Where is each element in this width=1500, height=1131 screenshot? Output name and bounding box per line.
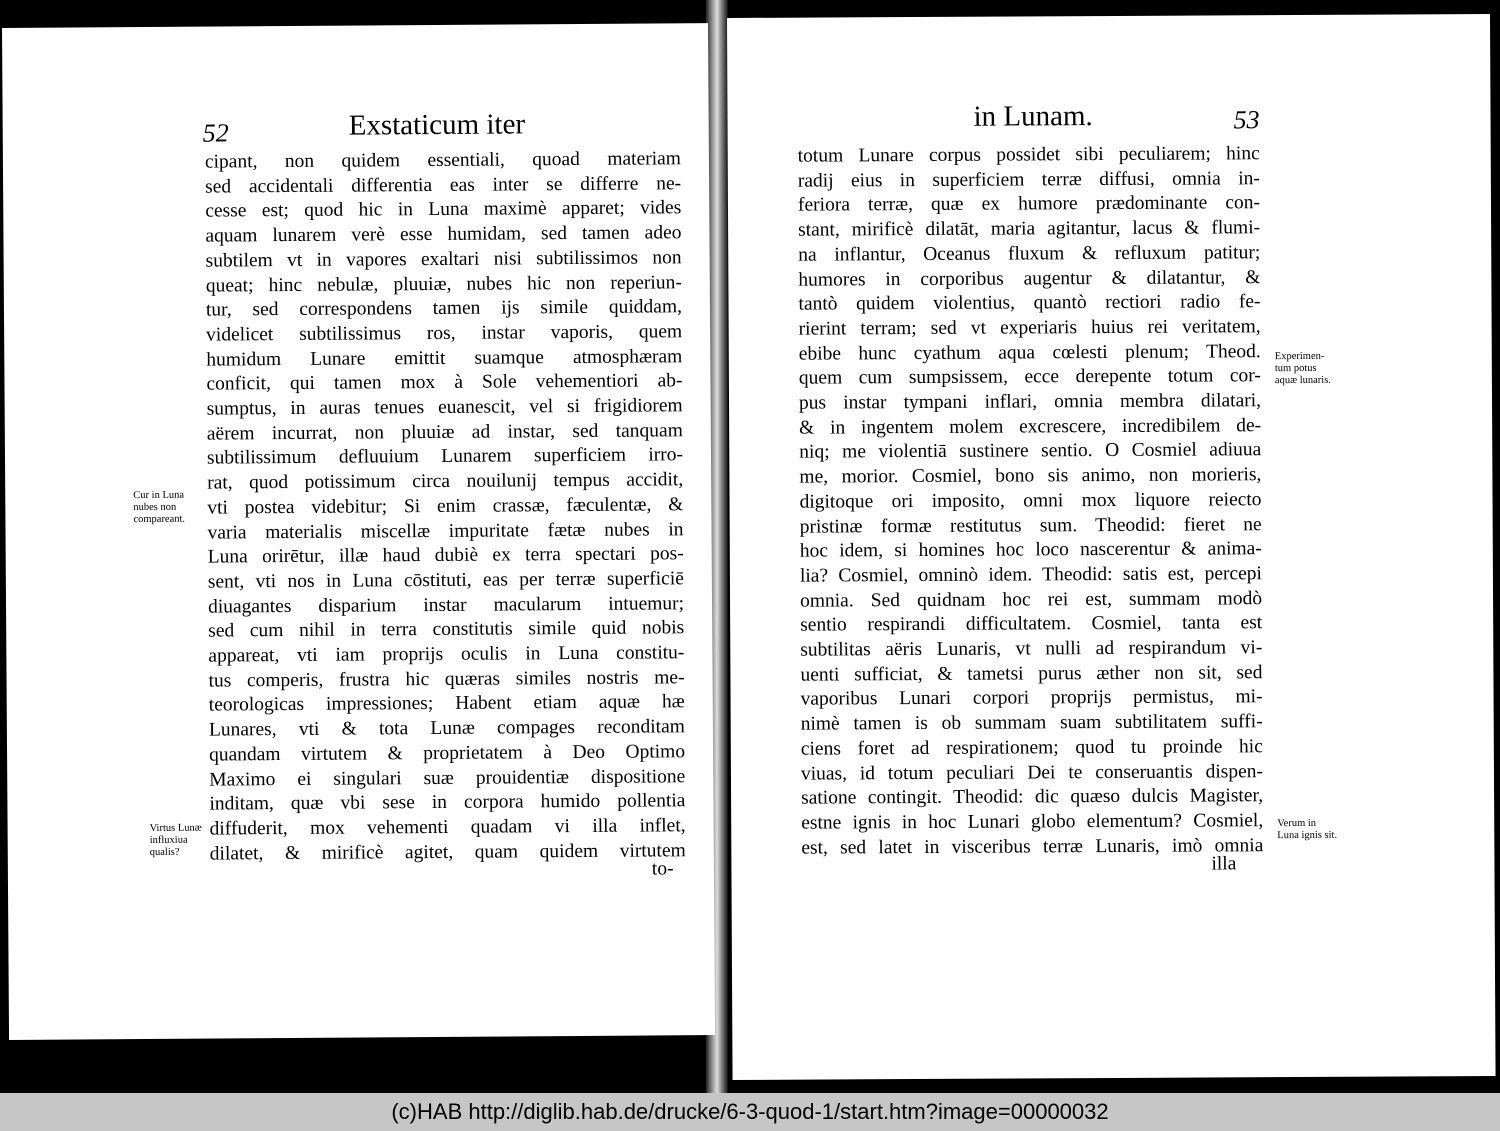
left-catchword: to- — [651, 858, 674, 880]
text-line: digitoque ori imposito, omni mox liquore reiecto — [799, 489, 1262, 513]
text-line: stant, mirificè dilatāt, maria agitantur, lacus & flumi- — [798, 217, 1261, 241]
margin-note-line: nubes non — [133, 501, 177, 514]
right-page-number: 53 — [1233, 105, 1260, 135]
text-line: pus instar tympani inflari, omnia membra dilatari, — [798, 390, 1262, 414]
text-line: quandam virtutem & proprietatem à Deo Optimo — [209, 741, 686, 766]
text-line: lia? Cosmiel, omninò idem. Theodid: satis est, percepi — [799, 563, 1262, 587]
text-line: subtilissimum defluuium Lunarem superficiem irro- — [206, 444, 684, 470]
text-line: pristinæ formæ restitutus sum. Theodid: fieret ne — [799, 513, 1262, 538]
right-body-text — [798, 142, 1264, 861]
text-line: est, sed latet in visceribus terræ Lunaris, imò omnia — [801, 834, 1264, 859]
text-line: & in ingentem molem excrescere, incredibilem de- — [799, 414, 1262, 439]
text-line: cesse est; quod hic in Luna maximè apparet; vides — [205, 197, 682, 222]
margin-note-line: Experimen- — [1274, 350, 1325, 363]
text-line: aquam lunarem verè esse humidam, sed tamen adeo — [205, 222, 682, 247]
text-line: niq; me violentiā sustinere sentio. O Cosmiel adiuua — [799, 439, 1262, 464]
left-margin-note-2 — [150, 823, 202, 859]
text-line: sed accidentali differentia eas inter se differre ne- — [205, 172, 682, 198]
text-line: feriora terræ, quæ ex humore prædominante con- — [797, 192, 1261, 217]
text-line: sed cum nihil in terra constitutis simile quid nobis — [208, 617, 685, 642]
text-line: nimè tamen is ob summam suam subtilitatem suffi- — [800, 711, 1263, 735]
margin-note-line: qualis? — [149, 846, 180, 858]
text-line: diuagantes disparium instar macularum intuemur; — [207, 592, 685, 618]
text-line: vti postea videbitur; Si enim crassæ, fæculentæ, & — [207, 494, 684, 519]
text-line: uenti sufficiat, & tametsi purus æther non sit, sed — [800, 661, 1263, 686]
text-line: viuas, id totum peculiari Dei te conseruantis dispen- — [800, 760, 1264, 785]
text-line: conficit, qui tamen mox à Sole vehementiori ab- — [206, 370, 683, 395]
text-line: hoc idem, si homines hoc loco nascerentur & anima- — [799, 538, 1262, 562]
text-line: queat; hinc nebulæ, pluuiæ, nubes hic non reperiun- — [205, 271, 682, 297]
right-margin-note-1 — [1275, 351, 1331, 387]
text-line: vaporibus Lunari corpori proprijs permistus, mi- — [800, 686, 1263, 711]
text-line: omnia. Sed quidnam hoc rei est, summam modò — [799, 587, 1263, 612]
margin-note-line: Verum in — [1277, 817, 1317, 830]
text-line: quem cum sumpsissem, ecce derepente totum cor- — [798, 365, 1261, 389]
text-line: Luna orirētur, illæ haud dubiè ex terra spectari pos- — [207, 543, 684, 568]
text-line: ebibe hunc cyathum aqua cœlesti plenum; Theod. — [798, 340, 1261, 365]
text-line: estne ignis in hoc Lunari globo elementum? Cosmiel, — [801, 810, 1264, 834]
text-line: tus comperis, frustra hic quæras similes nostris me- — [208, 667, 685, 692]
text-line: videlicet subtilissimus ros, instar vaporis, quem — [206, 321, 683, 346]
text-line: humores in corporibus augentur & dilatantur, & — [798, 266, 1261, 291]
text-line: Lunares, vti & tota Lunæ compages reconditam — [208, 716, 685, 741]
text-line: me, morior. Cosmiel, bono sis animo, non morieris, — [799, 464, 1262, 488]
right-margin-note-2 — [1277, 818, 1337, 842]
margin-note-line: Virtus Lunæ — [149, 822, 202, 834]
text-line: cipant, non quidem essentiali, quoad materiam — [204, 148, 682, 173]
text-line: humidum Lunare emittit suamque atmosphæram — [206, 345, 683, 371]
left-page-number: 52 — [202, 118, 229, 148]
text-line: satione contingit. Theodid: dic quæso dulcis Magister, — [801, 785, 1264, 809]
text-line: tantò quidem violentius, quantò rectiori radio fe- — [798, 291, 1261, 315]
text-line: ciens foret ad respirationem; quod tu proinde hic — [800, 736, 1263, 760]
text-line: sentio respirandi difficultatem. Cosmiel, tanta est — [800, 612, 1263, 636]
text-line: totum Lunare corpus possidet sibi peculiarem; hinc — [797, 143, 1260, 167]
margin-note-line: aquæ lunaris. — [1274, 374, 1331, 387]
copyright-caption: (c)HAB http://diglib.hab.de/drucke/6-3-quod-1/start.htm?image=00000032 — [0, 1093, 1500, 1131]
left-margin-note-1 — [133, 490, 185, 526]
margin-note-line: tum potus — [1274, 362, 1317, 375]
margin-note-line: influxiua — [149, 834, 188, 846]
right-page — [727, 14, 1496, 1080]
text-line: Maximo ei singulari suæ prouidentiæ dispositione — [209, 765, 686, 791]
text-line: varia materialis miscellæ impuritate fætæ nubes in — [207, 518, 684, 544]
right-catchword: illa — [1211, 853, 1237, 875]
text-line: sumptus, in auras tenues euanescit, vel si frigidiorem — [206, 395, 683, 420]
text-line: sent, vti nos in Luna cōstituti, eas per terræ superficiē — [207, 568, 684, 593]
margin-note-line: compareant. — [133, 513, 186, 526]
text-line: appareat, vti iam proprijs oculis in Luna constitu- — [208, 642, 685, 667]
text-line: dilatet, & mirificè agitet, quam quidem virtutem — [209, 839, 686, 865]
left-page — [2, 23, 715, 1040]
text-line: teorologicas impressiones; Habent etiam aquæ hæ — [208, 691, 685, 717]
text-line: inditam, quæ vbi sese in corpora humido pollentia — [209, 790, 686, 815]
margin-note-line: Luna ignis sit. — [1277, 829, 1338, 842]
text-line: rierint terram; sed vt experiaris huius rei veritatem, — [798, 316, 1261, 340]
text-line: tur, sed correspondens tamen ijs simile quiddam, — [205, 296, 683, 321]
text-line: rat, quod potissimum circa nouilunij tempus accidit, — [207, 469, 684, 494]
text-line: diffuderit, mox vehementi quadam vi illa inflet, — [209, 815, 686, 840]
left-running-header: Exstaticum iter — [348, 108, 526, 142]
text-line: radij eius in superficiem terræ diffusi, omnia in- — [797, 167, 1260, 192]
text-line: aërem incurrat, non pluuiæ ad instar, sed tanquam — [206, 419, 683, 445]
right-running-header: in Lunam. — [973, 100, 1093, 133]
text-line: na inflantur, Oceanus fluxum & refluxum patitur; — [798, 242, 1261, 266]
text-line: subtilem vt in vapores exaltari nisi subtilissimos non — [205, 247, 682, 272]
margin-note-line: Cur in Luna — [133, 489, 185, 502]
left-body-text — [205, 147, 686, 867]
text-line: subtilitas aëris Lunaris, vt nulli ad respirandum vi- — [800, 637, 1263, 661]
